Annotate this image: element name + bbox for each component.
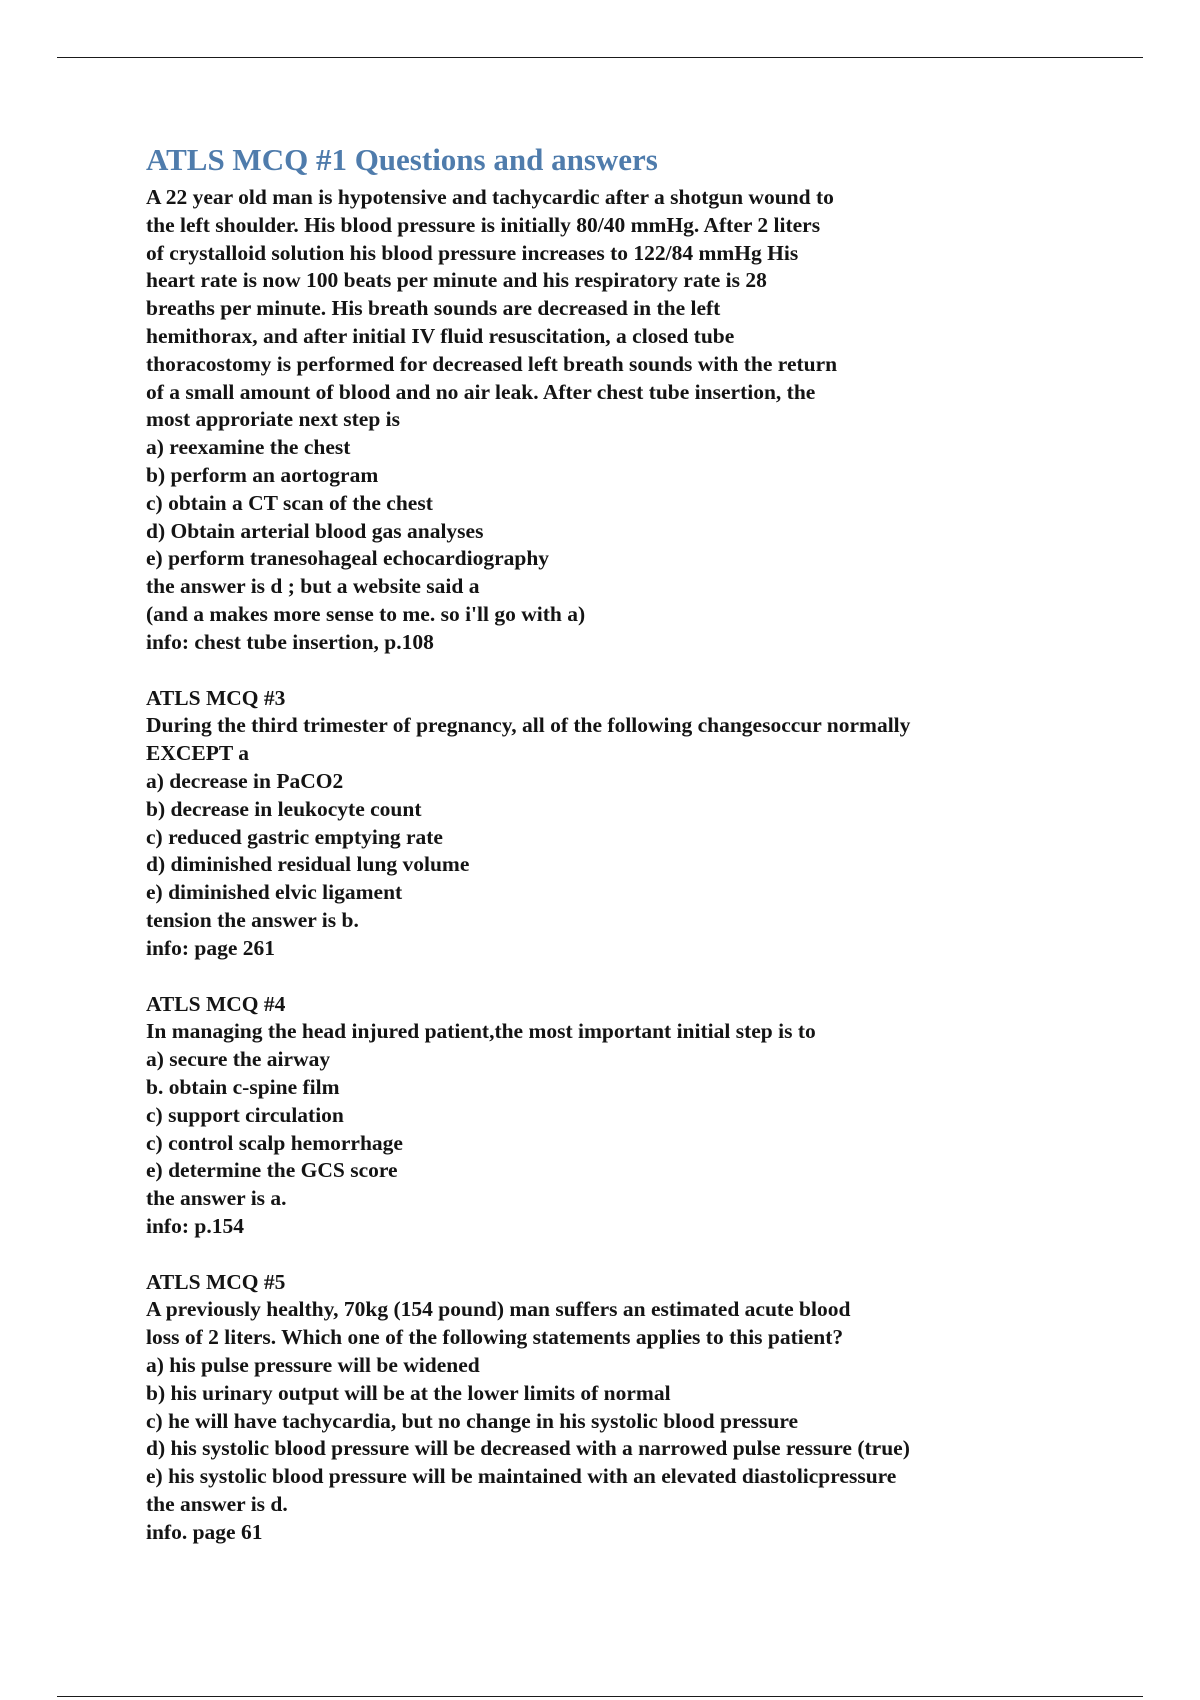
question-1-line: most approriate next step is: [146, 407, 401, 432]
question-5-option-e: e) his systolic blood pressure will be maintained with an elevated diastolicpressure: [146, 1464, 897, 1489]
question-1-option-c: c) obtain a CT scan of the chest: [146, 490, 433, 515]
section-spacer: [146, 657, 1076, 685]
section-spacer: [146, 1241, 1076, 1269]
question-3-info: info: page 261: [146, 935, 275, 960]
question-5-line: A previously healthy, 70kg (154 pound) man suffers an estimated acute blood: [146, 1297, 851, 1322]
question-block-5: [146, 1269, 1076, 1547]
question-1-line: of crystalloid solution his blood pressure increases to 122/84 mmHg His: [146, 240, 799, 265]
question-4-heading: ATLS MCQ #4: [146, 991, 286, 1016]
question-4-option-a: a) secure the airway: [146, 1047, 331, 1072]
question-5-info: info. page 61: [146, 1519, 263, 1544]
question-3-option-c: c) reduced gastric emptying rate: [146, 824, 443, 849]
question-3-option-d: d) diminished residual lung volume: [146, 852, 470, 877]
question-4-info: info: p.154: [146, 1213, 244, 1238]
question-5-option-b: b) his urinary output will be at the lower limits of normal: [146, 1380, 671, 1405]
bottom-divider: [57, 1696, 1143, 1697]
question-block-4: [146, 991, 1076, 1241]
question-1-line: breaths per minute. His breath sounds are decreased in the left: [146, 296, 721, 321]
question-3-option-a: a) decrease in PaCO2: [146, 768, 344, 793]
question-3-option-e: e) diminished elvic ligament: [146, 880, 403, 905]
question-4-answer: the answer is a.: [146, 1186, 287, 1211]
question-1-option-e: e) perform tranesohageal echocardiography: [146, 546, 550, 571]
question-4-line: In managing the head injured patient,the most important initial step is to: [146, 1019, 816, 1044]
question-1-line: hemithorax, and after initial IV fluid resuscitation, a closed tube: [146, 323, 735, 348]
question-1-line: heart rate is now 100 beats per minute and his respiratory rate is 28: [146, 268, 767, 293]
question-1-info: info: chest tube insertion, p.108: [146, 629, 434, 654]
document-title: ATLS MCQ #1 Questions and answers: [146, 142, 658, 177]
question-4-option-b: b. obtain c-spine film: [146, 1074, 340, 1099]
question-3-line: EXCEPT a: [146, 741, 249, 766]
question-block-3: [146, 685, 1076, 963]
question-5-option-d: d) his systolic blood pressure will be decreased with a narrowed pulse ressure (true): [146, 1436, 910, 1461]
question-4-option-c2: c) control scalp hemorrhage: [146, 1130, 403, 1155]
question-5-heading: ATLS MCQ #5: [146, 1269, 286, 1294]
question-3-option-b: b) decrease in leukocyte count: [146, 796, 422, 821]
question-4-option-c: c) support circulation: [146, 1102, 344, 1127]
question-1-option-a: a) reexamine the chest: [146, 435, 351, 460]
section-spacer: [146, 963, 1076, 991]
document-body: [146, 140, 1076, 1547]
question-5-option-a: a) his pulse pressure will be widened: [146, 1353, 480, 1378]
question-5-line: loss of 2 liters. Which one of the following statements applies to this patient?: [146, 1325, 844, 1350]
question-1-line: thoracostomy is performed for decreased left breath sounds with the return: [146, 351, 838, 376]
question-3-heading: ATLS MCQ #3: [146, 685, 286, 710]
question-1-answer-note: (and a makes more sense to me. so i'll go with a): [146, 601, 586, 626]
question-1-line: of a small amount of blood and no air leak. After chest tube insertion, the: [146, 379, 816, 404]
question-5-answer: the answer is d.: [146, 1492, 288, 1517]
question-4-option-e: e) determine the GCS score: [146, 1158, 398, 1183]
question-1-line: A 22 year old man is hypotensive and tachycardic after a shotgun wound to: [146, 185, 834, 209]
question-3-line: During the third trimester of pregnancy, all of the following changesoccur normally: [146, 713, 911, 738]
top-divider: [57, 57, 1143, 58]
question-1-answer: the answer is d ; but a website said a: [146, 574, 480, 599]
question-3-answer: tension the answer is b.: [146, 907, 359, 932]
question-1-option-b: b) perform an aortogram: [146, 462, 379, 487]
question-5-option-c: c) he will have tachycardia, but no change in his systolic blood pressure: [146, 1408, 799, 1433]
question-1-line: the left shoulder. His blood pressure is initially 80/40 mmHg. After 2 liters: [146, 212, 821, 237]
question-1-option-d: d) Obtain arterial blood gas analyses: [146, 518, 484, 543]
question-block-1: [146, 184, 1076, 657]
